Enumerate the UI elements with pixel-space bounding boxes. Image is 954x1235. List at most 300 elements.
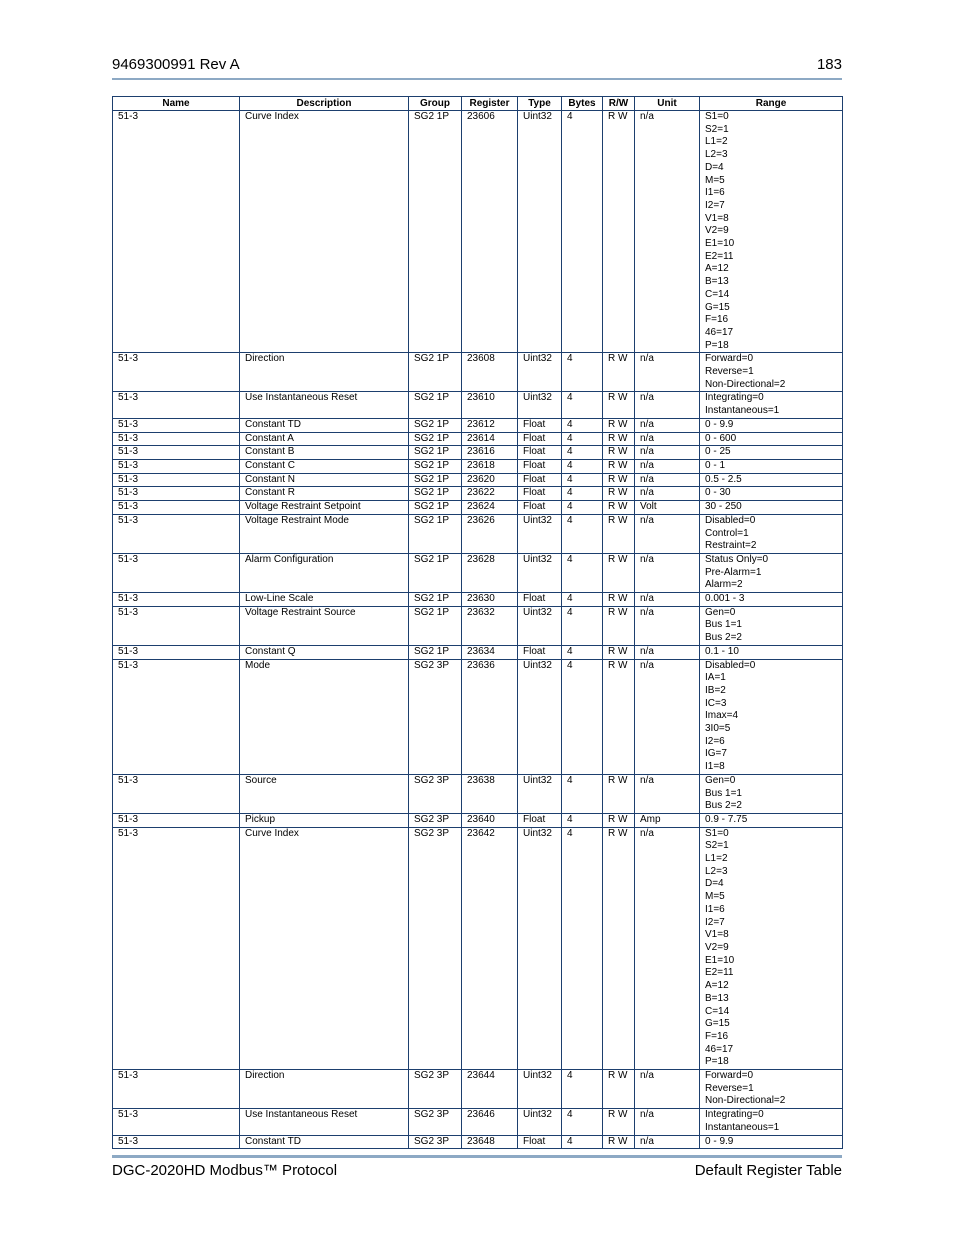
range-line: E2=11 (705, 967, 734, 979)
cell-name: 51-3 (113, 1070, 240, 1109)
cell-bytes: 4 (562, 553, 603, 592)
cell-register: 23636 (462, 659, 518, 774)
cell-type: Uint32 (518, 659, 562, 774)
cell-description: Constant C (240, 459, 409, 473)
cell-rw: R W (603, 501, 635, 515)
cell-rw: R W (603, 418, 635, 432)
cell-name: 51-3 (113, 392, 240, 418)
cell-range (700, 813, 843, 827)
cell-unit: n/a (635, 353, 700, 392)
cell-group: SG2 1P (409, 418, 462, 432)
range-line: F=16 (705, 1030, 729, 1042)
cell-description: Source (240, 774, 409, 813)
range-line: Restraint=2 (705, 540, 757, 552)
column-header-register: Register (462, 97, 518, 111)
cell-name: 51-3 (113, 813, 240, 827)
cell-range (700, 487, 843, 501)
range-line: 0 - 600 (705, 432, 737, 444)
cell-group: SG2 1P (409, 446, 462, 460)
table-row (113, 501, 843, 515)
cell-unit: n/a (635, 487, 700, 501)
range-line: B=13 (705, 276, 729, 288)
cell-group: SG2 1P (409, 593, 462, 607)
cell-name: 51-3 (113, 459, 240, 473)
cell-description: Voltage Restraint Source (240, 606, 409, 645)
cell-description: Constant R (240, 487, 409, 501)
cell-bytes: 4 (562, 418, 603, 432)
cell-type: Float (518, 459, 562, 473)
cell-unit: n/a (635, 553, 700, 592)
range-line: 0.1 - 10 (705, 645, 739, 657)
cell-type: Float (518, 1135, 562, 1149)
cell-bytes: 4 (562, 487, 603, 501)
range-line: 0.001 - 3 (705, 593, 745, 605)
range-line: 0.5 - 2.5 (705, 473, 742, 485)
table-row (113, 813, 843, 827)
cell-bytes: 4 (562, 501, 603, 515)
range-line: Bus 1=1 (705, 787, 742, 799)
cell-rw: R W (603, 1109, 635, 1135)
cell-description: Use Instantaneous Reset (240, 392, 409, 418)
table-row (113, 487, 843, 501)
cell-bytes: 4 (562, 1070, 603, 1109)
range-line: 0 - 9.9 (705, 418, 734, 430)
range-line: Gen=0 (705, 606, 736, 618)
cell-name: 51-3 (113, 418, 240, 432)
range-line: E1=10 (705, 238, 735, 250)
column-header-bytes: Bytes (562, 97, 603, 111)
range-line: 0 - 1 (705, 459, 726, 471)
cell-unit: n/a (635, 645, 700, 659)
cell-description: Curve Index (240, 827, 409, 1069)
range-line: S1=0 (705, 111, 729, 122)
cell-unit: n/a (635, 111, 700, 353)
cell-register: 23632 (462, 606, 518, 645)
cell-rw: R W (603, 593, 635, 607)
cell-unit: n/a (635, 432, 700, 446)
cell-bytes: 4 (562, 473, 603, 487)
cell-description: Constant A (240, 432, 409, 446)
range-line: M=5 (705, 891, 725, 903)
cell-description: Voltage Restraint Mode (240, 514, 409, 553)
cell-group: SG2 3P (409, 827, 462, 1069)
cell-description: Pickup (240, 813, 409, 827)
table-row (113, 392, 843, 418)
range-line: G=15 (705, 1018, 730, 1030)
range-line: Non-Directional=2 (705, 378, 786, 390)
range-line: Integrating=0 (705, 1109, 764, 1121)
range-line: I2=7 (705, 199, 725, 211)
cell-register: 23630 (462, 593, 518, 607)
page-number: 183 (816, 56, 842, 73)
cell-register: 23638 (462, 774, 518, 813)
cell-register: 23634 (462, 645, 518, 659)
range-line: V2=9 (705, 942, 729, 953)
cell-group: SG2 1P (409, 501, 462, 515)
document-number: 9469300991 Rev A (112, 56, 240, 73)
cell-range (700, 392, 843, 418)
cell-bytes: 4 (562, 827, 603, 1069)
cell-range (700, 353, 843, 392)
cell-bytes: 4 (562, 1109, 603, 1135)
range-line: P=18 (705, 1056, 729, 1068)
column-header-type: Type (518, 97, 562, 111)
cell-rw: R W (603, 827, 635, 1069)
table-row (113, 659, 843, 774)
cell-bytes: 4 (562, 593, 603, 607)
cell-rw: R W (603, 659, 635, 774)
cell-description: Direction (240, 353, 409, 392)
cell-name: 51-3 (113, 353, 240, 392)
cell-rw: R W (603, 1135, 635, 1149)
cell-rw: R W (603, 473, 635, 487)
footer-title: DGC-2020HD Modbus™ Protocol (112, 1162, 338, 1179)
cell-range (700, 606, 843, 645)
range-line: Instantaneous=1 (705, 405, 780, 417)
range-line: 3I0=5 (705, 723, 731, 735)
cell-unit: n/a (635, 473, 700, 487)
range-line: S2=1 (705, 123, 729, 135)
cell-rw: R W (603, 553, 635, 592)
range-line: I2=6 (705, 735, 725, 747)
cell-unit: n/a (635, 774, 700, 813)
cell-group: SG2 3P (409, 1070, 462, 1109)
cell-range (700, 553, 843, 592)
cell-rw: R W (603, 774, 635, 813)
cell-bytes: 4 (562, 446, 603, 460)
cell-group: SG2 1P (409, 645, 462, 659)
register-table (112, 96, 843, 1149)
cell-description: Curve Index (240, 111, 409, 353)
cell-group: SG2 3P (409, 1109, 462, 1135)
range-line: P=18 (705, 339, 729, 351)
range-line: C=14 (705, 288, 730, 300)
cell-register: 23610 (462, 392, 518, 418)
cell-group: SG2 3P (409, 813, 462, 827)
range-line: Bus 1=1 (705, 619, 742, 631)
cell-name: 51-3 (113, 606, 240, 645)
cell-group: SG2 1P (409, 514, 462, 553)
cell-register: 23612 (462, 418, 518, 432)
page-header (112, 56, 842, 80)
cell-range (700, 645, 843, 659)
table-row (113, 514, 843, 553)
range-line: E1=10 (705, 954, 735, 966)
range-line: IB=2 (705, 684, 726, 696)
cell-name: 51-3 (113, 446, 240, 460)
cell-register: 23628 (462, 553, 518, 592)
table-row (113, 774, 843, 813)
range-line: Forward=0 (705, 353, 754, 365)
table-row (113, 1109, 843, 1135)
range-line: D=4 (705, 161, 724, 173)
range-line: 30 - 250 (705, 501, 742, 513)
range-line: IC=3 (705, 697, 727, 709)
cell-description: Mode (240, 659, 409, 774)
range-line: L1=2 (705, 136, 728, 148)
cell-type: Float (518, 813, 562, 827)
cell-name: 51-3 (113, 645, 240, 659)
range-line: 0 - 25 (705, 446, 731, 458)
cell-group: SG2 1P (409, 553, 462, 592)
cell-type: Float (518, 446, 562, 460)
cell-bytes: 4 (562, 459, 603, 473)
cell-register: 23640 (462, 813, 518, 827)
cell-register: 23606 (462, 111, 518, 353)
cell-register: 23642 (462, 827, 518, 1069)
cell-range (700, 774, 843, 813)
table-body (113, 111, 843, 1149)
column-header-group: Group (409, 97, 462, 111)
range-line: M=5 (705, 174, 725, 186)
cell-rw: R W (603, 487, 635, 501)
table-row (113, 645, 843, 659)
cell-bytes: 4 (562, 353, 603, 392)
cell-unit: n/a (635, 418, 700, 432)
cell-description: Low-Line Scale (240, 593, 409, 607)
range-line: Instantaneous=1 (705, 1121, 780, 1133)
range-line: Control=1 (705, 527, 749, 539)
range-line: C=14 (705, 1005, 730, 1017)
cell-register: 23620 (462, 473, 518, 487)
cell-name: 51-3 (113, 553, 240, 592)
cell-unit: n/a (635, 593, 700, 607)
table-row (113, 111, 843, 353)
cell-range (700, 659, 843, 774)
cell-description: Alarm Configuration (240, 553, 409, 592)
range-line: 0.9 - 7.75 (705, 813, 748, 825)
cell-type: Float (518, 473, 562, 487)
cell-register: 23614 (462, 432, 518, 446)
cell-range (700, 473, 843, 487)
cell-register: 23608 (462, 353, 518, 392)
cell-register: 23616 (462, 446, 518, 460)
range-line: Pre-Alarm=1 (705, 566, 762, 578)
cell-rw: R W (603, 645, 635, 659)
cell-rw: R W (603, 813, 635, 827)
table-row (113, 418, 843, 432)
cell-rw: R W (603, 111, 635, 353)
cell-group: SG2 1P (409, 473, 462, 487)
cell-rw: R W (603, 353, 635, 392)
cell-range (700, 514, 843, 553)
range-line: Bus 2=2 (705, 632, 742, 644)
cell-bytes: 4 (562, 1135, 603, 1149)
cell-type: Uint32 (518, 553, 562, 592)
cell-range (700, 418, 843, 432)
cell-bytes: 4 (562, 813, 603, 827)
range-line: E2=11 (705, 250, 734, 262)
range-line: L2=3 (705, 149, 728, 161)
range-line: Forward=0 (705, 1070, 754, 1082)
cell-group: SG2 1P (409, 487, 462, 501)
cell-range (700, 111, 843, 353)
range-line: Non-Directional=2 (705, 1095, 786, 1107)
cell-register: 23618 (462, 459, 518, 473)
cell-description: Constant TD (240, 1135, 409, 1149)
cell-unit: n/a (635, 459, 700, 473)
cell-range (700, 459, 843, 473)
cell-description: Constant TD (240, 418, 409, 432)
cell-type: Uint32 (518, 774, 562, 813)
cell-range (700, 827, 843, 1069)
cell-bytes: 4 (562, 432, 603, 446)
range-line: Alarm=2 (705, 579, 743, 591)
cell-name: 51-3 (113, 501, 240, 515)
cell-register: 23644 (462, 1070, 518, 1109)
cell-rw: R W (603, 459, 635, 473)
cell-name: 51-3 (113, 1109, 240, 1135)
cell-range (700, 1070, 843, 1109)
cell-description: Use Instantaneous Reset (240, 1109, 409, 1135)
cell-range (700, 446, 843, 460)
cell-bytes: 4 (562, 659, 603, 774)
column-header-unit: Unit (635, 97, 700, 111)
cell-group: SG2 1P (409, 459, 462, 473)
cell-rw: R W (603, 446, 635, 460)
cell-bytes: 4 (562, 111, 603, 353)
range-line: Imax=4 (705, 710, 739, 722)
cell-range (700, 593, 843, 607)
table-row (113, 459, 843, 473)
cell-type: Uint32 (518, 827, 562, 1069)
table-header-row (113, 97, 843, 111)
cell-group: SG2 3P (409, 774, 462, 813)
cell-type: Float (518, 432, 562, 446)
cell-description: Constant N (240, 473, 409, 487)
cell-name: 51-3 (113, 487, 240, 501)
range-line: V1=8 (705, 212, 729, 224)
cell-name: 51-3 (113, 473, 240, 487)
cell-unit: Amp (635, 813, 700, 827)
cell-range (700, 1109, 843, 1135)
cell-type: Float (518, 487, 562, 501)
cell-register: 23622 (462, 487, 518, 501)
range-line: L2=3 (705, 865, 728, 877)
cell-name: 51-3 (113, 111, 240, 353)
range-line: Integrating=0 (705, 392, 764, 404)
range-line: D=4 (705, 878, 724, 890)
cell-rw: R W (603, 1070, 635, 1109)
cell-unit: n/a (635, 446, 700, 460)
cell-bytes: 4 (562, 392, 603, 418)
range-line: S1=0 (705, 827, 729, 839)
range-line: I2=7 (705, 916, 725, 928)
range-line: IG=7 (705, 748, 727, 760)
range-line: 46=17 (705, 1043, 734, 1055)
cell-unit: n/a (635, 392, 700, 418)
column-header-description: Description (240, 97, 409, 111)
cell-type: Uint32 (518, 111, 562, 353)
range-line: I1=6 (705, 903, 725, 915)
column-header-range: Range (700, 97, 843, 111)
cell-bytes: 4 (562, 606, 603, 645)
cell-bytes: 4 (562, 514, 603, 553)
cell-name: 51-3 (113, 827, 240, 1069)
footer-section: Default Register Table (694, 1162, 842, 1179)
cell-range (700, 1135, 843, 1149)
range-line: 46=17 (705, 326, 734, 338)
cell-group: SG2 1P (409, 606, 462, 645)
range-line: Status Only=0 (705, 553, 769, 565)
range-line: 0 - 9.9 (705, 1135, 734, 1147)
range-line: A=12 (705, 263, 729, 275)
table-row (113, 553, 843, 592)
cell-unit: n/a (635, 1135, 700, 1149)
table-row (113, 353, 843, 392)
range-line: 0 - 30 (705, 487, 731, 499)
range-line: IA=1 (705, 672, 726, 684)
cell-rw: R W (603, 432, 635, 446)
cell-description: Direction (240, 1070, 409, 1109)
cell-unit: n/a (635, 514, 700, 553)
cell-unit: n/a (635, 659, 700, 774)
cell-name: 51-3 (113, 593, 240, 607)
range-line: Disabled=0 (705, 514, 756, 526)
cell-type: Float (518, 645, 562, 659)
range-line: V2=9 (705, 225, 729, 237)
range-line: I1=6 (705, 187, 725, 199)
cell-register: 23624 (462, 501, 518, 515)
range-line: I1=8 (705, 761, 725, 773)
cell-group: SG2 1P (409, 111, 462, 353)
cell-range (700, 432, 843, 446)
range-line: Reverse=1 (705, 1082, 754, 1094)
range-line: S2=1 (705, 840, 729, 852)
cell-name: 51-3 (113, 514, 240, 553)
cell-rw: R W (603, 606, 635, 645)
cell-type: Uint32 (518, 1109, 562, 1135)
cell-group: SG2 1P (409, 392, 462, 418)
cell-type: Uint32 (518, 1070, 562, 1109)
cell-group: SG2 1P (409, 432, 462, 446)
range-line: A=12 (705, 980, 729, 992)
range-line: L1=2 (705, 853, 728, 865)
cell-type: Float (518, 418, 562, 432)
cell-register: 23626 (462, 514, 518, 553)
cell-group: SG2 3P (409, 659, 462, 774)
range-line: Gen=0 (705, 774, 736, 786)
cell-group: SG2 1P (409, 353, 462, 392)
cell-description: Voltage Restraint Setpoint (240, 501, 409, 515)
cell-description: Constant Q (240, 645, 409, 659)
range-line: Disabled=0 (705, 659, 756, 671)
range-line: V1=8 (705, 929, 729, 941)
cell-type: Float (518, 593, 562, 607)
cell-unit: n/a (635, 1070, 700, 1109)
cell-unit: Volt (635, 501, 700, 515)
cell-type: Uint32 (518, 392, 562, 418)
cell-type: Uint32 (518, 606, 562, 645)
cell-type: Uint32 (518, 353, 562, 392)
column-header-name: Name (113, 97, 240, 111)
cell-name: 51-3 (113, 1135, 240, 1149)
range-line: G=15 (705, 301, 730, 313)
cell-group: SG2 3P (409, 1135, 462, 1149)
column-header-rw: R/W (603, 97, 635, 111)
cell-rw: R W (603, 392, 635, 418)
cell-name: 51-3 (113, 774, 240, 813)
cell-rw: R W (603, 514, 635, 553)
cell-bytes: 4 (562, 774, 603, 813)
table-row (113, 827, 843, 1069)
page-footer (112, 1155, 842, 1179)
cell-register: 23648 (462, 1135, 518, 1149)
cell-bytes: 4 (562, 645, 603, 659)
cell-type: Uint32 (518, 514, 562, 553)
range-line: F=16 (705, 314, 729, 326)
table-row (113, 446, 843, 460)
